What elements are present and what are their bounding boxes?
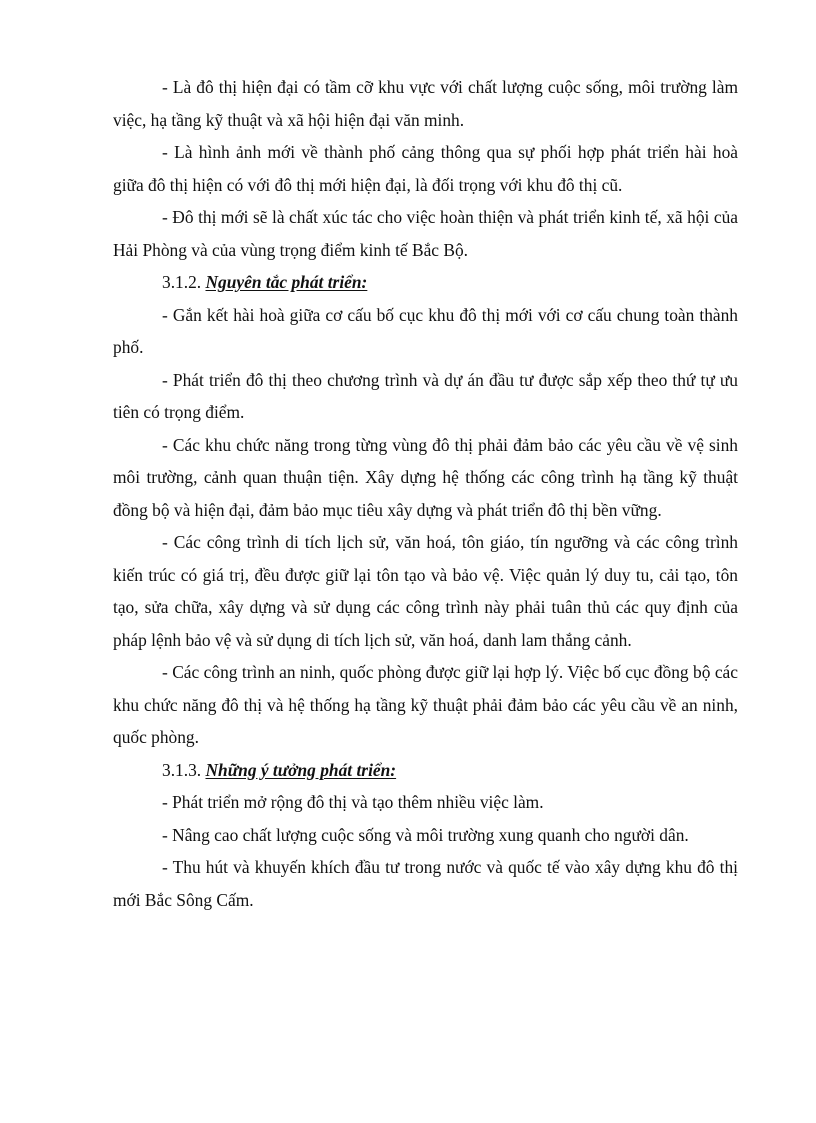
paragraph: - Đô thị mới sẽ là chất xúc tác cho việc hoàn thiện và phát triển kinh tế, xã hội của Hải Phòng và của vùng trọng điểm kinh tế Bắc Bộ. — [113, 207, 738, 260]
paragraph: - Các công trình di tích lịch sử, văn hoá, tôn giáo, tín ngưỡng và các công trình kiến trúc có giá trị, đều được giữ lại tôn tạo và bảo vệ. Việc quản lý duy tu, cải tạo, tôn tạo, sửa chữa, xây dựng và sử dụng các công trình này phải tuân thủ các quy định của pháp lệnh bảo vệ và sử dụng di tích lịch sử, văn hoá, danh lam thắng cảnh. — [113, 532, 738, 650]
paragraph: - Các công trình an ninh, quốc phòng được giữ lại hợp lý. Việc bố cục đồng bộ các khu chức năng đô thị và hệ thống hạ tầng kỹ thuật phải đảm bảo các yêu cầu về an ninh, quốc phòng. — [113, 662, 738, 747]
section-number: 3.1.2. — [162, 272, 202, 292]
section-heading-3-1-3 — [113, 754, 738, 787]
section-title: Những ý tưởng phát triển: — [205, 759, 397, 780]
section-number: 3.1.3. — [162, 759, 202, 780]
paragraph: - Là đô thị hiện đại có tầm cỡ khu vực với chất lượng cuộc sống, môi trường làm việc, hạ tầng kỹ thuật và xã hội hiện đại văn minh. — [113, 77, 738, 130]
paragraph: - Nâng cao chất lượng cuộc sống và môi trường xung quanh cho người dân. — [162, 824, 689, 845]
paragraph: - Phát triển đô thị theo chương trình và dự án đầu tư được sắp xếp theo thứ tự ưu tiên có trọng điểm. — [113, 369, 738, 422]
paragraph: - Là hình ảnh mới về thành phố cảng thông qua sự phối hợp phát triển hài hoà giữa đô thị hiện có với đô thị mới hiện đại, là đối trọng với khu đô thị cũ. — [113, 142, 738, 195]
paragraph: - Phát triển mở rộng đô thị và tạo thêm nhiều việc làm. — [162, 792, 544, 812]
paragraph: - Gắn kết hài hoà giữa cơ cấu bố cục khu đô thị mới với cơ cấu chung toàn thành phố. — [113, 304, 738, 357]
section-heading-3-1-2 — [113, 266, 738, 299]
section-title: Nguyên tắc phát triển: — [205, 272, 368, 292]
paragraph: - Các khu chức năng trong từng vùng đô thị phải đảm bảo các yêu cầu về vệ sinh môi trường, cảnh quan thuận tiện. Xây dựng hệ thống các công trình hạ tầng kỹ thuật đồng bộ và hiện đại, đảm bảo mục tiêu xây dựng và phát triển đô thị bền vững. — [113, 434, 738, 520]
paragraph: - Thu hút và khuyến khích đầu tư trong nước và quốc tế vào xây dựng khu đô thị mới Bắc Sông Cấm. — [113, 857, 738, 910]
document-body — [113, 71, 738, 916]
